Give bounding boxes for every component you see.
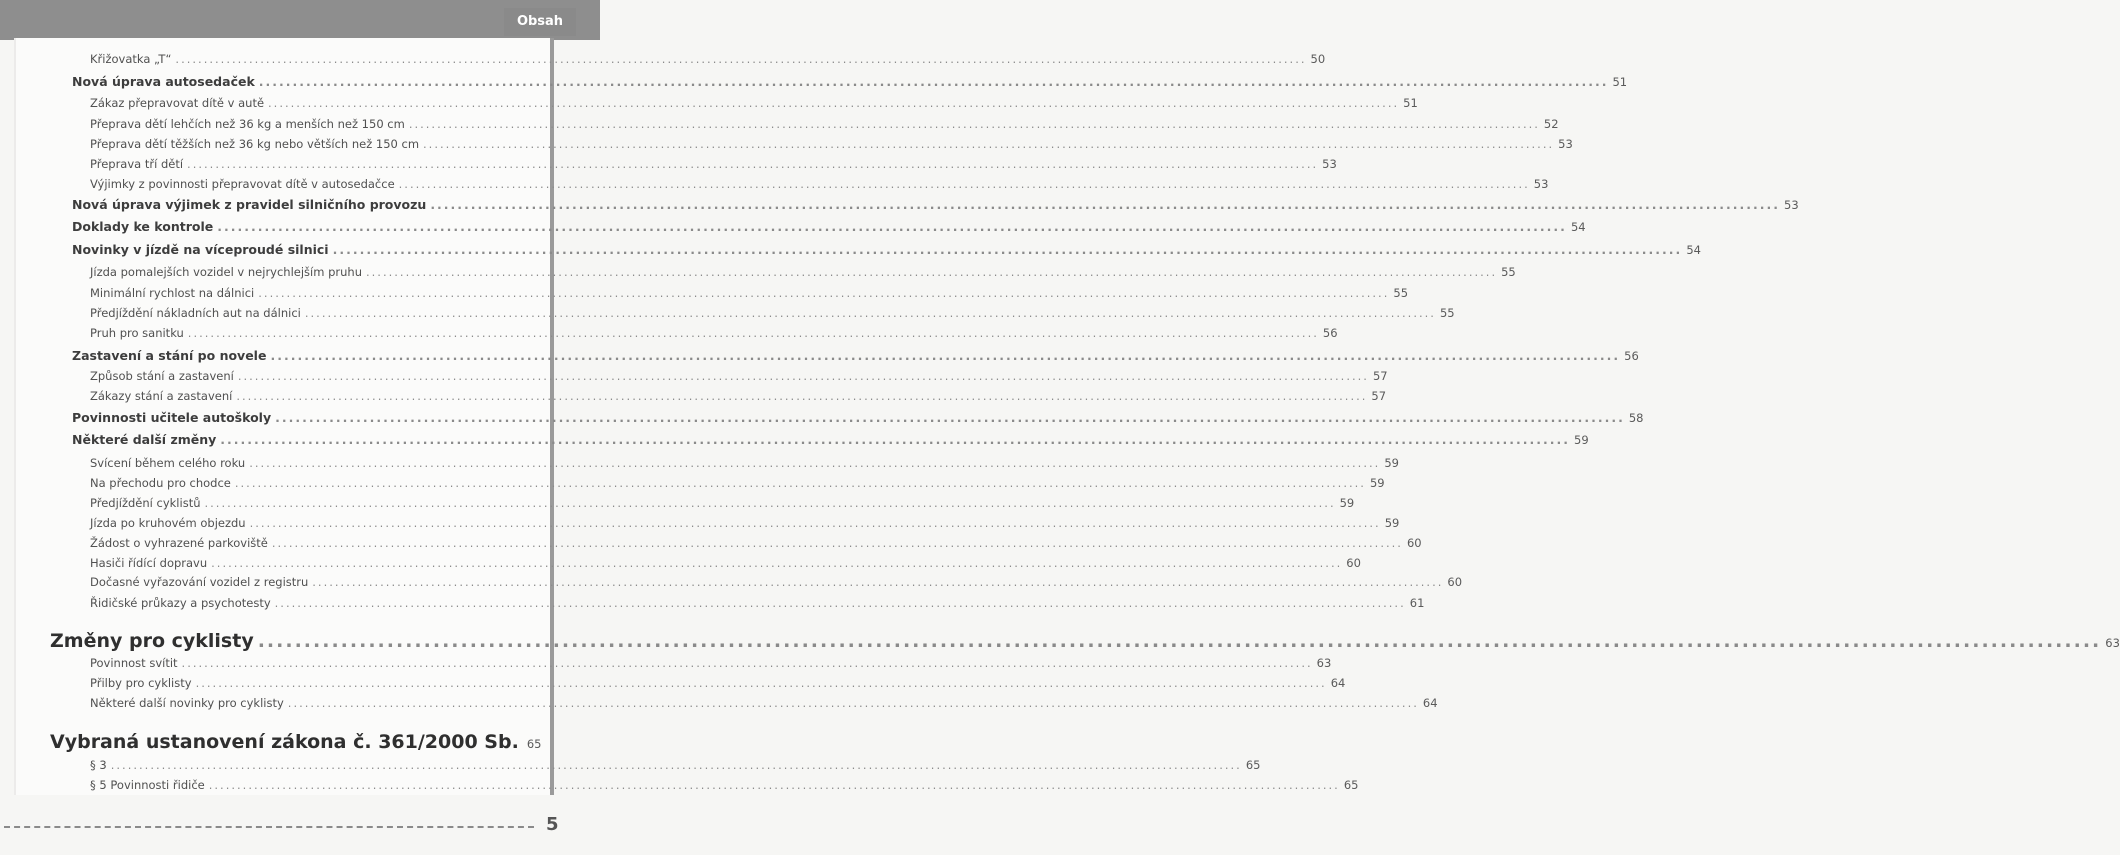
toc-page-number: 65 (1343, 778, 1359, 792)
toc-page-number: 55 (1439, 306, 1455, 320)
toc-page-number: 55 (1393, 286, 1409, 300)
dot-leader: ........................................................................................................................................................................................................ (408, 117, 1540, 131)
toc-subsection[interactable] (90, 326, 1338, 340)
toc-entry-title: Přeprava tří dětí (90, 157, 184, 171)
toc-subsection[interactable] (90, 696, 1438, 710)
dot-leader: ........................................................................................................................................................................................................ (268, 96, 1400, 110)
toc-subsection[interactable] (90, 758, 1261, 772)
toc-page-number: 63 (2105, 636, 2120, 650)
toc-page-number: 61 (1409, 596, 1425, 610)
toc-entry-title: Křižovatka „T“ (90, 52, 172, 66)
toc-subsection[interactable] (90, 476, 1385, 490)
toc-page-number: 57 (1371, 389, 1387, 403)
dot-leader: ........................................................................................................................................................................................................ (257, 630, 2102, 652)
toc-entry-title: Nová úprava výjimek z pravidel silničního provozu (72, 197, 427, 212)
toc-page-number: 59 (1369, 476, 1385, 490)
toc-subsection[interactable] (90, 157, 1337, 171)
toc-entry-title: Předjíždění cyklistů (90, 496, 201, 510)
toc-page-number: 60 (1406, 536, 1422, 550)
toc-subsection[interactable] (90, 369, 1388, 383)
page-number: 5 (546, 814, 559, 835)
toc-entry-title: Změny pro cyklisty (50, 630, 254, 652)
dot-leader: ........................................................................................................................................................................................................ (275, 410, 1625, 425)
toc-page-number: 59 (1384, 456, 1399, 470)
toc-section[interactable] (72, 432, 1589, 447)
toc-entry-title: Řidičské průkazy a psychotesty (90, 596, 271, 610)
toc-page-number: 57 (1372, 369, 1388, 383)
toc-entry-title: Minimální rychlost na dálnici (90, 286, 255, 300)
toc-page-number: 51 (1612, 75, 1628, 89)
bottom-dashed-rule (4, 826, 534, 828)
dot-leader: ........................................................................................................................................................................................................ (237, 369, 1369, 383)
toc-entry-title: Přeprava dětí těžších než 36 kg nebo větších než 150 cm (90, 137, 420, 151)
toc-page-number: 64 (1422, 696, 1438, 710)
toc-subsection[interactable] (90, 556, 1361, 570)
toc-entry-title: Zákaz přepravovat dítě v autě (90, 96, 265, 110)
dot-leader: ........................................................................................................................................................................................................ (110, 758, 1242, 772)
dot-leader: ........................................................................................................................................................................................................ (187, 326, 1319, 340)
toc-section[interactable] (72, 74, 1628, 89)
toc-subsection[interactable] (90, 117, 1559, 131)
toc-subsection[interactable] (90, 676, 1346, 690)
toc-entry-title: Doklady ke kontrole (72, 219, 214, 234)
dot-leader: ........................................................................................................................................................................................................ (217, 219, 1567, 234)
dot-leader: ........................................................................................................................................................................................................ (249, 516, 1381, 530)
toc-page-number: 64 (1330, 676, 1346, 690)
toc-section[interactable] (72, 197, 1799, 212)
toc-entry-title: § 5 Povinnosti řidiče (90, 778, 205, 792)
dot-leader: ........................................................................................................................................................................................................ (208, 778, 1340, 792)
dot-leader: ........................................................................................................................................................................................................ (423, 137, 1555, 151)
toc-section[interactable] (72, 242, 1701, 257)
toc-entry-title: Svícení během celého roku (90, 456, 246, 470)
toc-page-number: 53 (1322, 157, 1337, 171)
toc-chapter[interactable] (50, 630, 2120, 652)
toc-page-number: 59 (1384, 516, 1400, 530)
toc-subsection[interactable] (90, 596, 1425, 610)
toc-entry-title: Jízda pomalejších vozidel v nejrychlejším pruhu (90, 265, 362, 279)
toc-entry-title: Novinky v jízdě na víceproudé silnici (72, 242, 329, 257)
toc-page-number: 56 (1322, 326, 1338, 340)
toc-entry-title: Dočasné vyřazování vozidel z registru (90, 575, 309, 589)
toc-entry-title: Jízda po kruhovém objezdu (90, 516, 246, 530)
toc-subsection[interactable] (90, 137, 1573, 151)
toc-subsection[interactable] (90, 516, 1400, 530)
toc-subsection[interactable] (90, 536, 1422, 550)
toc-page-number: 52 (1543, 117, 1559, 131)
toc-page-number: 54 (1686, 243, 1701, 257)
toc-subsection[interactable] (90, 177, 1549, 191)
dot-leader: ........................................................................................................................................................................................................ (181, 656, 1313, 670)
dot-leader: ........................................................................................................................................................................................................ (195, 676, 1327, 690)
toc-page-number: 60 (1346, 556, 1361, 570)
dot-leader: ........................................................................................................................................................................................................ (304, 306, 1436, 320)
toc-entry-title: Povinnost svítit (90, 656, 178, 670)
dot-leader: ........................................................................................................................................................................................................ (271, 536, 1403, 550)
toc-page-number: 65 (1245, 758, 1261, 772)
toc-entry-title: Hasiči řídící dopravu (90, 556, 208, 570)
toc-page-number: 65 (526, 737, 542, 751)
section-tab: Obsah (504, 8, 576, 36)
dot-leader: ........................................................................................................................................................................................................ (287, 696, 1419, 710)
dot-leader: ........................................................................................................................................................................................................ (220, 432, 1570, 447)
toc-entry-title: § 3 (90, 758, 107, 772)
toc-page-number: 59 (1574, 433, 1589, 447)
dot-leader: ........................................................................................................................................................................................................ (187, 157, 1319, 171)
toc-entry-title: Pruh pro sanitku (90, 326, 184, 340)
toc-page-number: 50 (1310, 52, 1326, 66)
toc-entry-title: Přeprava dětí lehčích než 36 kg a menších než 150 cm (90, 117, 405, 131)
toc-entry-title: Předjíždění nákladních aut na dálnici (90, 306, 301, 320)
dot-leader: ........................................................................................................................................................................................................ (258, 286, 1390, 300)
dot-leader: ........................................................................................................................................................................................................ (249, 456, 1381, 470)
dot-leader: ........................................................................................................................................................................................................ (398, 177, 1530, 191)
toc-entry-title: Některé další novinky pro cyklisty (90, 696, 284, 710)
toc-entry-title: Vybraná ustanovení zákona č. 361/2000 Sb. (50, 731, 519, 753)
toc-subsection[interactable] (90, 496, 1355, 510)
dot-leader: ........................................................................................................................................................................................................ (366, 265, 1498, 279)
toc-entry-title: Na přechodu pro chodce (90, 476, 231, 490)
dot-leader: ........................................................................................................................................................................................................ (234, 476, 1366, 490)
toc-page-number: 60 (1447, 575, 1463, 589)
dot-leader: ........................................................................................................................................................................................................ (430, 197, 1781, 212)
dot-leader: ........................................................................................................................................................................................................ (312, 575, 1444, 589)
toc-subsection[interactable] (90, 575, 1463, 589)
dot-leader: ........................................................................................................................................................................................................ (270, 348, 1621, 363)
toc-entry-title: Nová úprava autosedaček (72, 74, 255, 89)
toc-page-number: 63 (1316, 656, 1332, 670)
dot-leader: ........................................................................................................................................................................................................ (258, 74, 1609, 89)
dot-leader: ........................................................................................................................................................................................................ (236, 389, 1368, 403)
toc-subsection[interactable] (90, 456, 1399, 470)
toc-section[interactable] (72, 348, 1639, 363)
toc-subsection[interactable] (90, 389, 1387, 403)
dot-leader: ........................................................................................................................................................................................................ (175, 52, 1307, 66)
toc-entry-title: Způsob stání a zastavení (90, 369, 234, 383)
toc-page-number: 58 (1628, 411, 1644, 425)
dot-leader: ........................................................................................................................................................................................................ (274, 596, 1406, 610)
toc-entry-title: Žádost o vyhrazené parkoviště (90, 536, 268, 550)
toc-page-number: 53 (1784, 198, 1799, 212)
toc-subsection[interactable] (90, 286, 1409, 300)
toc-entry-title: Povinnosti učitele autoškoly (72, 410, 272, 425)
toc-section[interactable] (72, 219, 1586, 234)
toc-page-number: 55 (1501, 265, 1516, 279)
dot-leader: ........................................................................................................................................................................................................ (204, 496, 1336, 510)
toc-entry-title: Zastavení a stání po novele (72, 348, 267, 363)
toc-page-number: 53 (1533, 177, 1549, 191)
toc-chapter[interactable] (50, 731, 542, 753)
toc-subsection[interactable] (90, 778, 1359, 792)
toc-page-number: 56 (1624, 349, 1639, 363)
toc-entry-title: Výjimky z povinnosti přepravovat dítě v autosedačce (90, 177, 395, 191)
toc-section[interactable] (72, 410, 1644, 425)
toc-entry-title: Zákazy stání a zastavení (90, 389, 233, 403)
toc-subsection[interactable] (90, 265, 1516, 279)
toc-subsection[interactable] (90, 306, 1455, 320)
toc-subsection[interactable] (90, 52, 1326, 66)
toc-page-number: 54 (1570, 220, 1586, 234)
toc-page-number: 59 (1339, 496, 1355, 510)
dot-leader: ........................................................................................................................................................................................................ (332, 242, 1683, 257)
toc-entry-title: Některé další změny (72, 432, 217, 447)
toc-subsection[interactable] (90, 656, 1332, 670)
toc-page-number: 53 (1558, 137, 1573, 151)
toc-entry-title: Přilby pro cyklisty (90, 676, 192, 690)
toc-subsection[interactable] (90, 96, 1418, 110)
dot-leader: ........................................................................................................................................................................................................ (211, 556, 1343, 570)
toc-page-number: 51 (1403, 96, 1418, 110)
